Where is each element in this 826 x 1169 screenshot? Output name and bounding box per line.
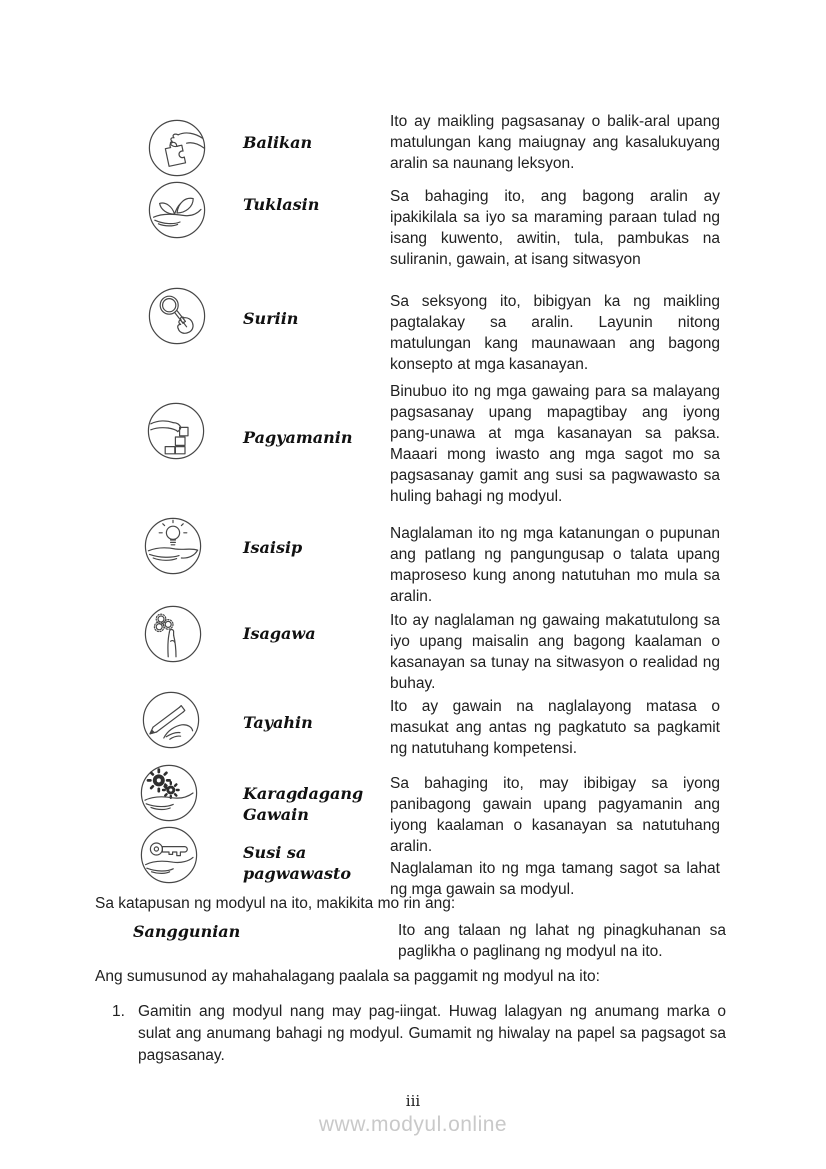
list-item-number: 1. [112, 1003, 125, 1020]
seedling-hand-icon [147, 180, 207, 240]
row-description: Naglalaman ito ng mga tamang sagot sa lahat ng mga gawain sa modyul. [390, 860, 720, 898]
closing-line: Sa katapusan ng modyul na ito, makikita mo rin ang: [95, 895, 456, 912]
row-description: Sa bahaging ito, ang bagong aralin ay ipakikilala sa iyo sa maraming paraan tulad ng isang kuwento, awitin, tula, pambukas na suliranin, gawain, at isang sitwasyon [390, 188, 720, 268]
row-description: Ito ay naglalaman ng gawaing makatutulong sa iyo upang maisalin ang bagong kaalaman o kasanayan sa tunay na sitwasyon o realidad ng buhay. [390, 612, 720, 692]
row-label: Karagdagang Gawain [243, 784, 364, 824]
row-label: Tayahin [243, 713, 313, 732]
row-label: Isaisip [243, 538, 303, 557]
blocks-hand-icon [146, 401, 206, 461]
sanggunian-description: Ito ang talaan ng lahat ng pinagkuhanan sa paglikha o paglinang ng modyul na ito. [398, 922, 726, 960]
reminder-intro: Ang sumusunod ay mahahalagang paalala sa paggamit ng modyul na ito: [95, 968, 600, 985]
row-label: Balikan [243, 133, 313, 152]
row-label: Tuklasin [243, 195, 320, 214]
sanggunian-label: Sanggunian [133, 922, 241, 941]
pencil-hand-icon [141, 690, 201, 750]
row-label: Susi sa pagwawasto [243, 843, 352, 883]
row-label: Isagawa [243, 624, 316, 643]
watermark: www.modyul.online [318, 1113, 508, 1136]
row-description: Naglalaman ito ng mga katanungan o pupunan ang patlang ng pangungusap o talata upang maproseso kung anong natutuhan mo mula sa aralin. [390, 525, 720, 605]
row-description: Ito ay maikling pagsasanay o balik-aral upang matulungan kang maiugnay ang kasalukuyang aralin sa naunang leksyon. [390, 113, 720, 172]
magnifier-hand-icon [147, 286, 207, 346]
row-description: Sa seksyong ito, bibigyan ka ng maikling pagtalakay sa aralin. Layunin nitong matulungan kang maunawaan ang bagong konsepto at mga kasanayan. [390, 293, 720, 373]
gears-hand-icon [139, 763, 199, 823]
row-label: Suriin [243, 309, 299, 328]
row-label: Pagyamanin [243, 428, 353, 447]
list-item-text: Gamitin ang modyul nang may pag-iingat. Huwag lalagyan ng anumang marka o sulat ang anumang bahagi ng modyul. Gumamit ng hiwalay na papel sa pagsagot sa pagsasanay. [138, 1003, 726, 1064]
gears-fingers-icon [143, 604, 203, 664]
key-hand-icon [139, 825, 199, 885]
row-description: Binubuo ito ng mga gawaing para sa malayang pagsasanay upang mapagtibay ang iyong pang-unawa at mga kasanayan sa paksa. Maaari mong iwasto ang mga sagot mo sa pagsasanay gamit ang susi sa pagwawasto sa huling bahagi ng modyul. [390, 383, 720, 505]
lightbulb-hand-icon [143, 516, 203, 576]
row-description: Ito ay gawain na naglalayong matasa o masukat ang antas ng pagkatuto sa pagkamit ng natutuhang kompetensi. [390, 698, 720, 757]
page-number: iii [405, 1092, 421, 1110]
row-description: Sa bahaging ito, may ibibigay sa iyong panibagong gawain upang pagyamanin ang iyong kaalaman o kasanayan sa natutuhang aralin. [390, 775, 720, 855]
puzzle-hand-icon [147, 118, 207, 178]
